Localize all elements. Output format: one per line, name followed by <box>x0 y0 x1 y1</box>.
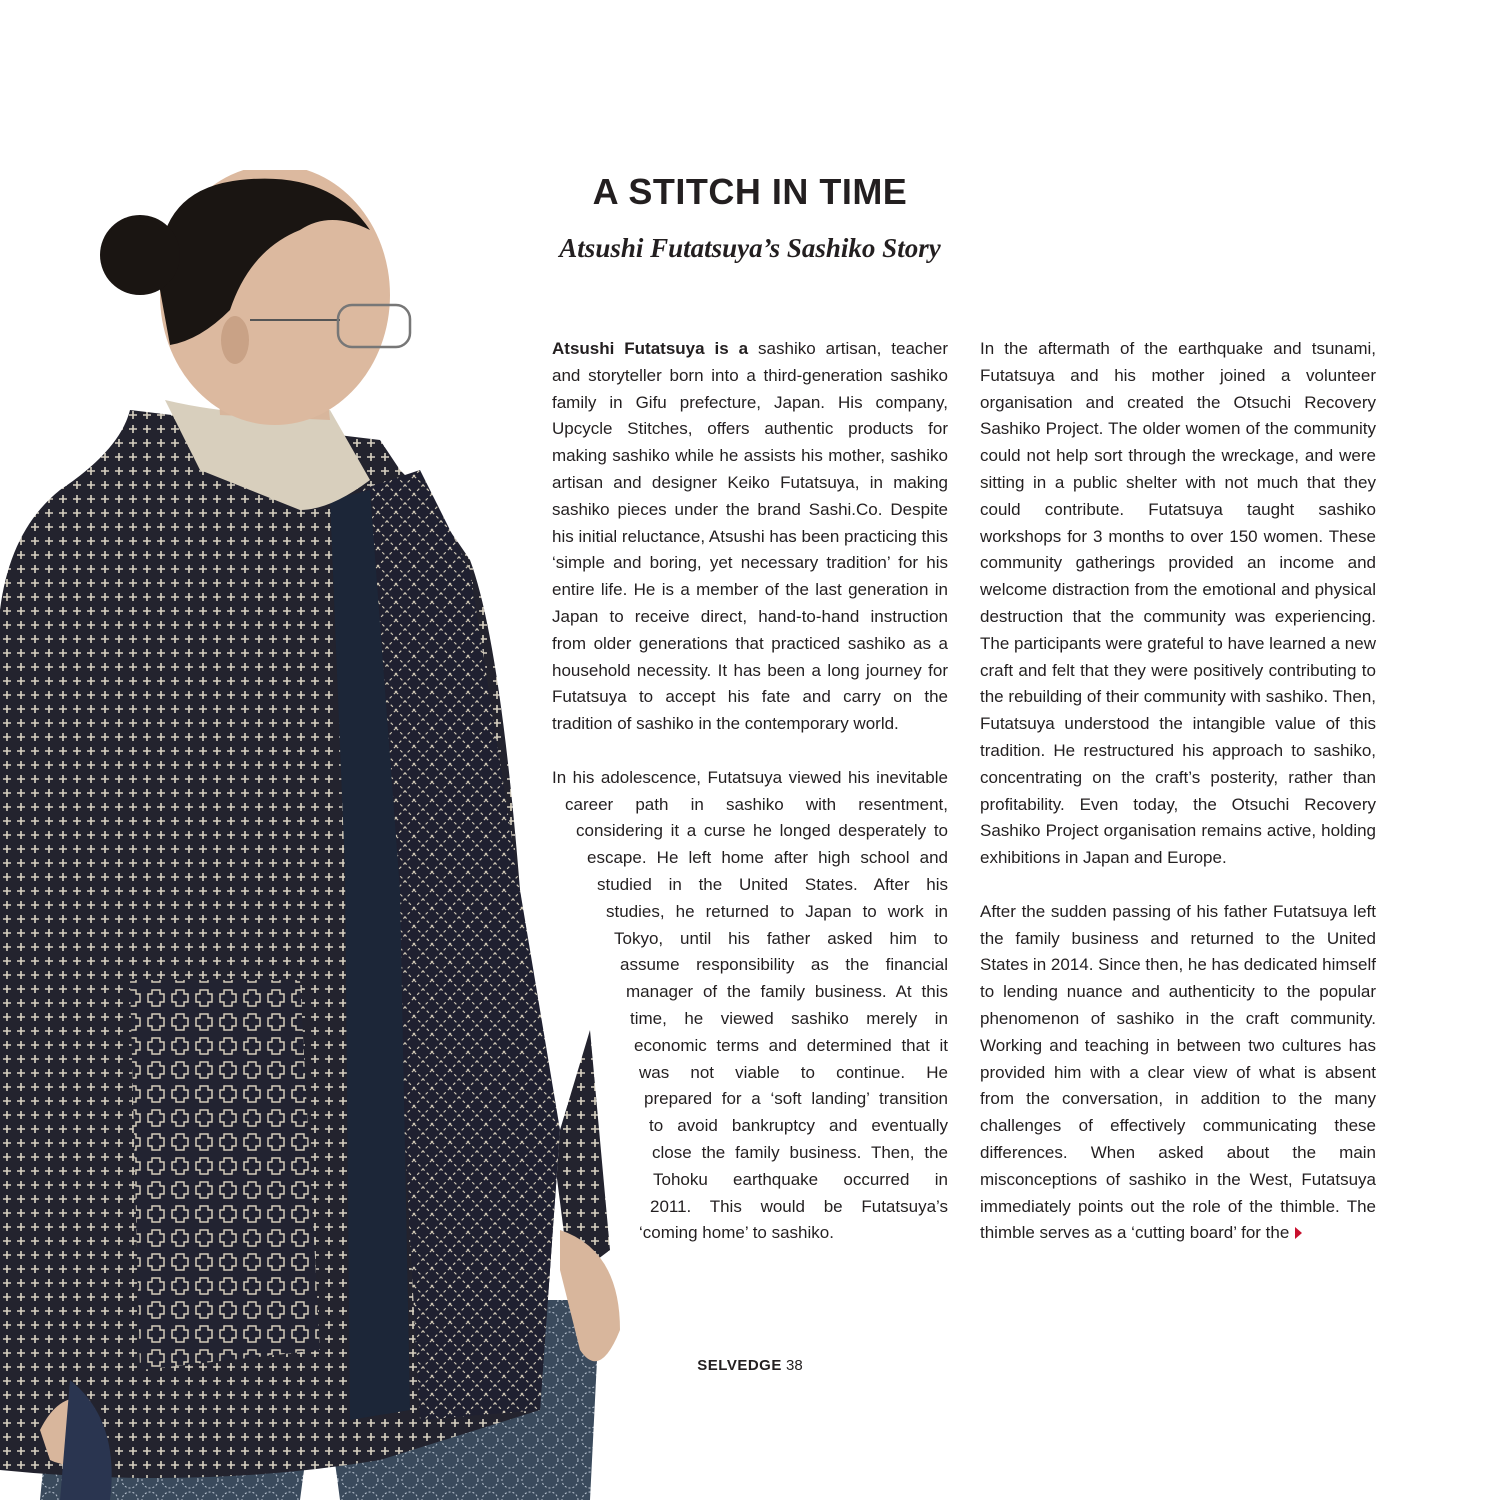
page-number: 38 <box>786 1357 803 1374</box>
text-line: manager of the family business. At this <box>626 982 948 1002</box>
continue-arrow-icon <box>1295 1227 1302 1239</box>
article-column-2 <box>980 336 1376 1274</box>
article-subtitle: Atsushi Futatsuya’s Sashiko Story <box>559 233 941 263</box>
text-line: 2011. This would be Futatsuya’s <box>650 1196 948 1216</box>
text-line: career path in sashiko with resentment, <box>565 794 948 814</box>
paragraph-intro <box>552 336 948 738</box>
paragraph-adolescence <box>552 765 948 1247</box>
text-line: escape. He left home after high school and <box>587 848 948 868</box>
page-footer <box>0 1356 1500 1376</box>
artisan-photo <box>0 170 640 1500</box>
text-line: Tokyo, until his father asked him to <box>614 928 948 948</box>
paragraph-aftermath: In the aftermath of the earthquake and tsunami, Futatsuya and his mother joined a volunteer organisation and created the Otsuchi Recovery Sashiko Project. The older women of the community could not help sort through the wreckage, and were sitting in a public shelter with not much that they could contribute. Futatsuya taught sashiko workshops for 3 months to over 150 women. These community gatherings provided an income and welcome distraction from the emotional and physical destruction that the community was experiencing. The participants were grateful to have learned a new craft and felt that they were positively contributing to the rebuilding of their community with sashiko. Then, Futatsuya understood the intangible value of this tradition. He restructured his approach to sashiko, concentrating on the craft’s posterity, rather than profitability. Even today, the Otsuchi Recovery Sashiko Project organisation remains active, holding exhibitions in Japan and Europe. <box>980 339 1376 868</box>
text-line: Tohoku earthquake occurred in <box>653 1169 948 1189</box>
text-line: to avoid bankruptcy and eventually <box>649 1116 948 1136</box>
lead-in: Atsushi Futatsuya is a <box>552 339 749 358</box>
paragraph-after-passing-text: After the sudden passing of his father Futatsuya left the family business and returned to the United States in 2014. Since then, he has dedicated himself to lending nuance and authenticity to the popular phenomenon of sashiko in the craft community. Working and teaching in between two cultures has provided him with a clear view of what is absent from the conversation, in addition to the many challenges of effectively communicating these differences. When asked about the main misconceptions of sashiko in the West, Futatsuya immediately points out the role of the thimble. The thimble serves as a ‘cutting board’ for the <box>980 901 1376 1243</box>
text-line: time, he viewed sashiko merely in <box>630 1008 948 1028</box>
text-line: assume responsibility as the financial <box>620 955 948 975</box>
text-line: was not viable to continue. He <box>639 1062 948 1082</box>
text-line: economic terms and determined that it <box>634 1035 948 1055</box>
text-line: studied in the United States. After his <box>597 874 948 894</box>
text-line: In his adolescence, Futatsuya viewed his inevitable <box>552 767 948 787</box>
text-line: ‘coming home’ to sashiko. <box>639 1223 834 1243</box>
text-line: studies, he returned to Japan to work in <box>606 901 948 921</box>
article-title: A STITCH IN TIME <box>592 171 908 212</box>
text-line: prepared for a ‘soft landing’ transition <box>644 1089 948 1109</box>
paragraph-after-passing <box>980 899 1376 1247</box>
paragraph-intro-text: sashiko artisan, teacher and storyteller born into a third-generation sashiko family in Gifu prefecture, Japan. His company, Upcycle Stitches, offers authentic products for making sashiko while he assists his mother, sashiko artisan and designer Keiko Futatsuya, in making sashiko pieces under the brand Sashi.Co. Despite his initial reluctance, Atsushi has been practicing this ‘simple and boring, yet necessary tradition’ for his entire life. He is a member of the last generation in Japan to receive direct, hand-to-hand instruction from older generations that practiced sashiko as a household necessity. It has been a long journey for Futatsuya to accept his fate and carry on the tradition of sashiko in the contemporary world. <box>552 339 949 734</box>
magazine-name: SELVEDGE <box>697 1357 782 1374</box>
article-column-1 <box>552 336 948 1274</box>
text-line: considering it a curse he longed desperately to <box>576 821 948 841</box>
text-line: close the family business. Then, the <box>652 1142 948 1162</box>
